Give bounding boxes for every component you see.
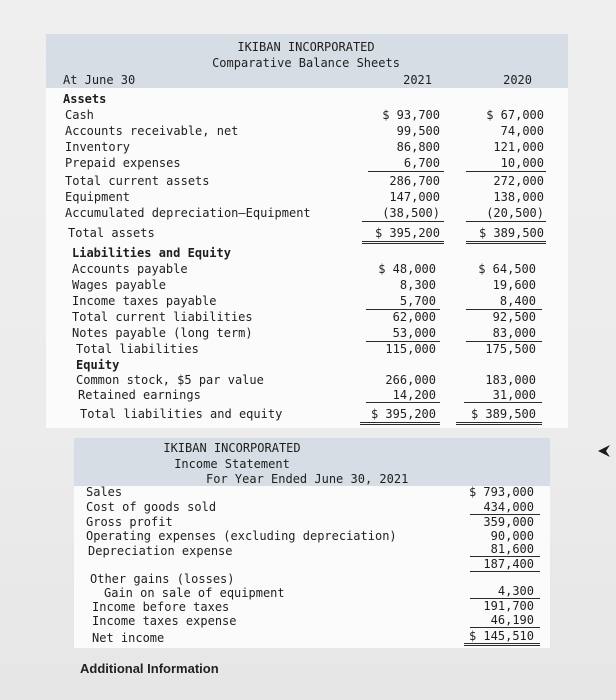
row-label: Operating expenses (excluding depreciation) bbox=[86, 529, 397, 543]
equity-heading: Equity bbox=[76, 358, 120, 372]
row-label: Gross profit bbox=[86, 515, 173, 529]
row-value: 81,600 bbox=[490, 542, 534, 556]
row-value-2020: $ 389,500 bbox=[478, 226, 544, 240]
row-value-2020: 83,000 bbox=[492, 326, 536, 340]
company-name: IKIBAN INCORPORATED bbox=[163, 441, 301, 455]
assets-heading: Assets bbox=[63, 92, 107, 106]
row-value: 187,400 bbox=[483, 557, 534, 571]
row-value: 46,190 bbox=[490, 613, 534, 627]
row-label: Accounts payable bbox=[72, 262, 188, 276]
row-label: Common stock, $5 par value bbox=[76, 373, 264, 387]
year-2020-header: 2020 bbox=[503, 73, 532, 87]
row-label: Net income bbox=[92, 631, 165, 645]
row-label: Sales bbox=[86, 485, 123, 499]
row-value-2020: $ 64,500 bbox=[478, 262, 536, 276]
row-value: $ 793,000 bbox=[468, 485, 534, 499]
row-label: Retained earnings bbox=[78, 388, 201, 402]
row-label: Income before taxes bbox=[92, 600, 230, 614]
row-value-2021: (38,500) bbox=[382, 206, 440, 220]
row-label: Other gains (losses) bbox=[90, 572, 235, 586]
row-value-2020: $ 389,500 bbox=[470, 407, 536, 421]
underline bbox=[470, 627, 540, 628]
underline bbox=[466, 171, 546, 172]
row-value-2020: 31,000 bbox=[492, 388, 536, 402]
row-label: Total current liabilities bbox=[72, 310, 253, 324]
row-value-2021: $ 93,700 bbox=[382, 108, 440, 122]
row-label: Prepaid expenses bbox=[65, 156, 181, 170]
row-value-2020: 19,600 bbox=[492, 278, 536, 292]
row-value: 434,000 bbox=[483, 500, 534, 514]
row-value-2021: 266,000 bbox=[385, 373, 436, 387]
underline bbox=[362, 221, 444, 222]
row-value-2020: 272,000 bbox=[493, 174, 544, 188]
underline bbox=[464, 402, 542, 403]
statement-title: Comparative Balance Sheets bbox=[212, 56, 400, 70]
balance-sheet-table bbox=[46, 34, 568, 428]
row-label: Gain on sale of equipment bbox=[104, 586, 285, 600]
underline bbox=[470, 571, 540, 572]
row-value-2020: 10,000 bbox=[500, 156, 544, 170]
row-label: Cost of goods sold bbox=[86, 500, 217, 514]
row-value-2021: 99,500 bbox=[396, 124, 440, 138]
row-value-2021: 62,000 bbox=[392, 310, 436, 324]
row-value-2020: 8,400 bbox=[499, 294, 536, 308]
row-value: 359,000 bbox=[483, 515, 534, 529]
statement-title: Income Statement bbox=[174, 457, 290, 471]
row-value-2020: $ 67,000 bbox=[486, 108, 544, 122]
row-value-2021: 14,200 bbox=[392, 388, 436, 402]
double-underline bbox=[466, 241, 546, 244]
row-value: 4,300 bbox=[497, 584, 534, 598]
double-underline bbox=[456, 422, 542, 425]
statement-period: For Year Ended June 30, 2021 bbox=[206, 472, 409, 486]
row-value: $ 145,510 bbox=[468, 629, 534, 643]
row-label: Inventory bbox=[65, 140, 131, 154]
row-value-2021: 86,800 bbox=[396, 140, 440, 154]
row-value-2020: (20,500) bbox=[486, 206, 544, 220]
row-label: Equipment bbox=[65, 190, 131, 204]
row-value-2020: 138,000 bbox=[493, 190, 544, 204]
period-label: At June 30 bbox=[63, 73, 136, 87]
row-value-2021: 286,700 bbox=[389, 174, 440, 188]
row-value-2021: $ 395,200 bbox=[374, 226, 440, 240]
row-label: Income taxes expense bbox=[92, 614, 237, 628]
row-label: Income taxes payable bbox=[72, 294, 217, 308]
row-value-2021: 53,000 bbox=[392, 326, 436, 340]
row-value-2020: 121,000 bbox=[493, 140, 544, 154]
row-label: Total current assets bbox=[65, 174, 210, 188]
income-statement-table bbox=[74, 438, 550, 648]
mouse-pointer-icon bbox=[597, 444, 611, 458]
row-label: Notes payable (long term) bbox=[72, 326, 253, 340]
row-value-2020: 183,000 bbox=[485, 373, 536, 387]
row-value: 90,000 bbox=[490, 529, 534, 543]
row-value: 191,700 bbox=[483, 599, 534, 613]
row-value-2020: 74,000 bbox=[500, 124, 544, 138]
row-value-2021: $ 395,200 bbox=[370, 407, 436, 421]
row-label: Wages payable bbox=[72, 278, 166, 292]
row-label: Accumulated depreciation—Equipment bbox=[65, 206, 311, 220]
underline bbox=[368, 171, 444, 172]
row-label: Total assets bbox=[68, 226, 155, 240]
double-underline bbox=[362, 241, 444, 244]
company-name: IKIBAN INCORPORATED bbox=[237, 40, 375, 54]
double-underline bbox=[360, 422, 440, 425]
row-label: Depreciation expense bbox=[88, 544, 233, 558]
row-value-2021: $ 48,000 bbox=[378, 262, 436, 276]
underline bbox=[366, 402, 440, 403]
row-label: Total liabilities and equity bbox=[80, 407, 283, 421]
liabilities-heading: Liabilities and Equity bbox=[72, 246, 231, 260]
double-underline bbox=[464, 643, 540, 646]
row-label: Cash bbox=[65, 108, 94, 122]
additional-information-heading: Additional Information bbox=[80, 661, 219, 676]
row-value-2021: 8,300 bbox=[399, 278, 436, 292]
row-value-2021: 6,700 bbox=[403, 156, 440, 170]
row-value-2021: 115,000 bbox=[385, 342, 436, 356]
row-label: Total liabilities bbox=[76, 342, 199, 356]
row-value-2021: 5,700 bbox=[399, 294, 436, 308]
row-value-2020: 92,500 bbox=[492, 310, 536, 324]
year-2021-header: 2021 bbox=[403, 73, 432, 87]
row-label: Accounts receivable, net bbox=[65, 124, 239, 138]
row-value-2020: 175,500 bbox=[485, 342, 536, 356]
underline bbox=[466, 221, 546, 222]
row-value-2021: 147,000 bbox=[389, 190, 440, 204]
